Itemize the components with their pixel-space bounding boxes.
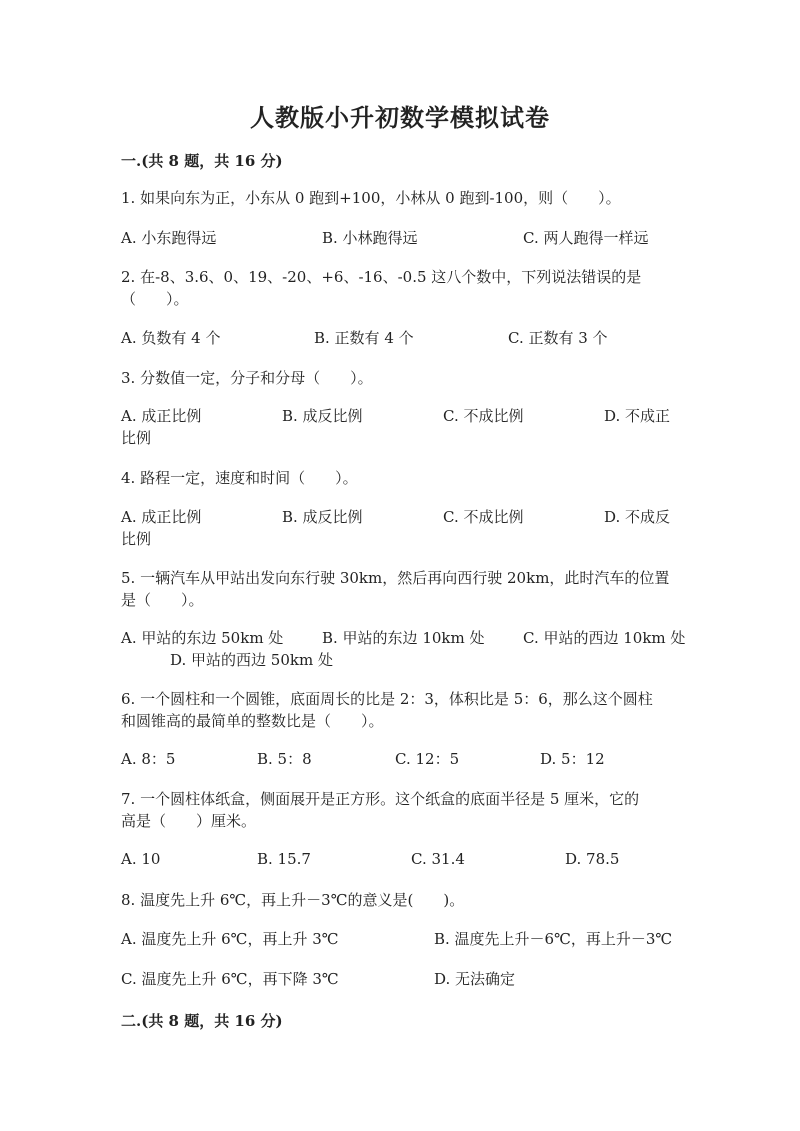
- question-stem-line: 6. 一个圆柱和一个圆锥，底面周长的比是 2：3，体积比是 5：6，那么这个圆柱: [121, 690, 653, 708]
- option-d: D. 78.5: [565, 850, 620, 868]
- option-a: A. 负数有 4 个: [121, 329, 221, 347]
- question-stem-line: 2. 在-8、3.6、0、19、-20、+6、-16、-0.5 这八个数中，下列说法错误的是: [121, 268, 642, 286]
- option-c: C. 甲站的西边 10km 处: [523, 629, 686, 647]
- option-d: D. 无法确定: [434, 970, 516, 988]
- question-stem-line: 8. 温度先上升 6℃，再上升－3℃的意义是( )。: [121, 891, 465, 909]
- option-a: A. 温度先上升 6℃，再上升 3℃: [121, 930, 339, 948]
- option-b: B. 5：8: [257, 750, 312, 768]
- option-d: D. 不成反: [604, 508, 671, 526]
- option-a: A. 10: [121, 850, 161, 868]
- option-b: B. 小林跑得远: [322, 229, 418, 247]
- option-d: D. 不成正: [604, 407, 671, 425]
- option-d-continued: 比例: [121, 530, 152, 548]
- option-c: C. 温度先上升 6℃，再下降 3℃: [121, 970, 339, 988]
- section-heading-2: 二.(共 8 题，共 16 分): [121, 1012, 283, 1030]
- question-3: [121, 367, 681, 389]
- question-stem-line: 3. 分数值一定，分子和分母（ ）。: [121, 369, 373, 387]
- option-b: B. 甲站的东边 10km 处: [322, 629, 485, 647]
- option-a: A. 成正比例: [121, 508, 202, 526]
- option-a: A. 8：5: [121, 750, 176, 768]
- option-d-continued: 比例: [121, 429, 152, 447]
- page-title: 人教版小升初数学模拟试卷: [250, 103, 550, 132]
- option-c: C. 不成比例: [443, 407, 524, 425]
- option-b: B. 正数有 4 个: [314, 329, 414, 347]
- option-c: C. 不成比例: [443, 508, 524, 526]
- question-stem-line: 是（ ）。: [121, 591, 204, 609]
- question-stem-line: 5. 一辆汽车从甲站出发向东行驶 30km，然后再向西行驶 20km，此时汽车的位置: [121, 569, 670, 587]
- question-7: [121, 788, 681, 832]
- option-b: B. 15.7: [257, 850, 311, 868]
- option-a: A. 小东跑得远: [121, 229, 217, 247]
- question-6: [121, 688, 681, 732]
- question-stem-line: （ ）。: [121, 290, 189, 308]
- option-c: C. 正数有 3 个: [508, 329, 608, 347]
- option-b: B. 成反比例: [282, 508, 363, 526]
- question-stem-line: 高是（ ）厘米。: [121, 812, 257, 830]
- option-c: C. 两人跑得一样远: [523, 229, 649, 247]
- option-b: B. 成反比例: [282, 407, 363, 425]
- option-b: B. 温度先上升－6℃，再上升－3℃: [434, 930, 673, 948]
- question-stem-line: 1. 如果向东为正，小东从 0 跑到+100，小林从 0 跑到-100，则（ ）。: [121, 189, 621, 207]
- question-stem-line: 和圆锥高的最简单的整数比是（ ）。: [121, 712, 384, 730]
- question-5: [121, 567, 681, 611]
- option-c: C. 12：5: [395, 750, 460, 768]
- question-1: [121, 187, 681, 209]
- option-a: A. 甲站的东边 50km 处: [121, 629, 284, 647]
- option-d: D. 5：12: [540, 750, 605, 768]
- section-heading-1: 一.(共 8 题，共 16 分): [121, 152, 283, 170]
- option-c: C. 31.4: [411, 850, 465, 868]
- option-d: D. 甲站的西边 50km 处: [170, 651, 333, 669]
- question-stem-line: 7. 一个圆柱体纸盒，侧面展开是正方形。这个纸盒的底面半径是 5 厘米，它的: [121, 790, 640, 808]
- question-4: [121, 467, 681, 489]
- question-stem-line: 4. 路程一定，速度和时间（ ）。: [121, 469, 358, 487]
- question-2: [121, 266, 681, 310]
- option-a: A. 成正比例: [121, 407, 202, 425]
- question-8: [121, 889, 681, 911]
